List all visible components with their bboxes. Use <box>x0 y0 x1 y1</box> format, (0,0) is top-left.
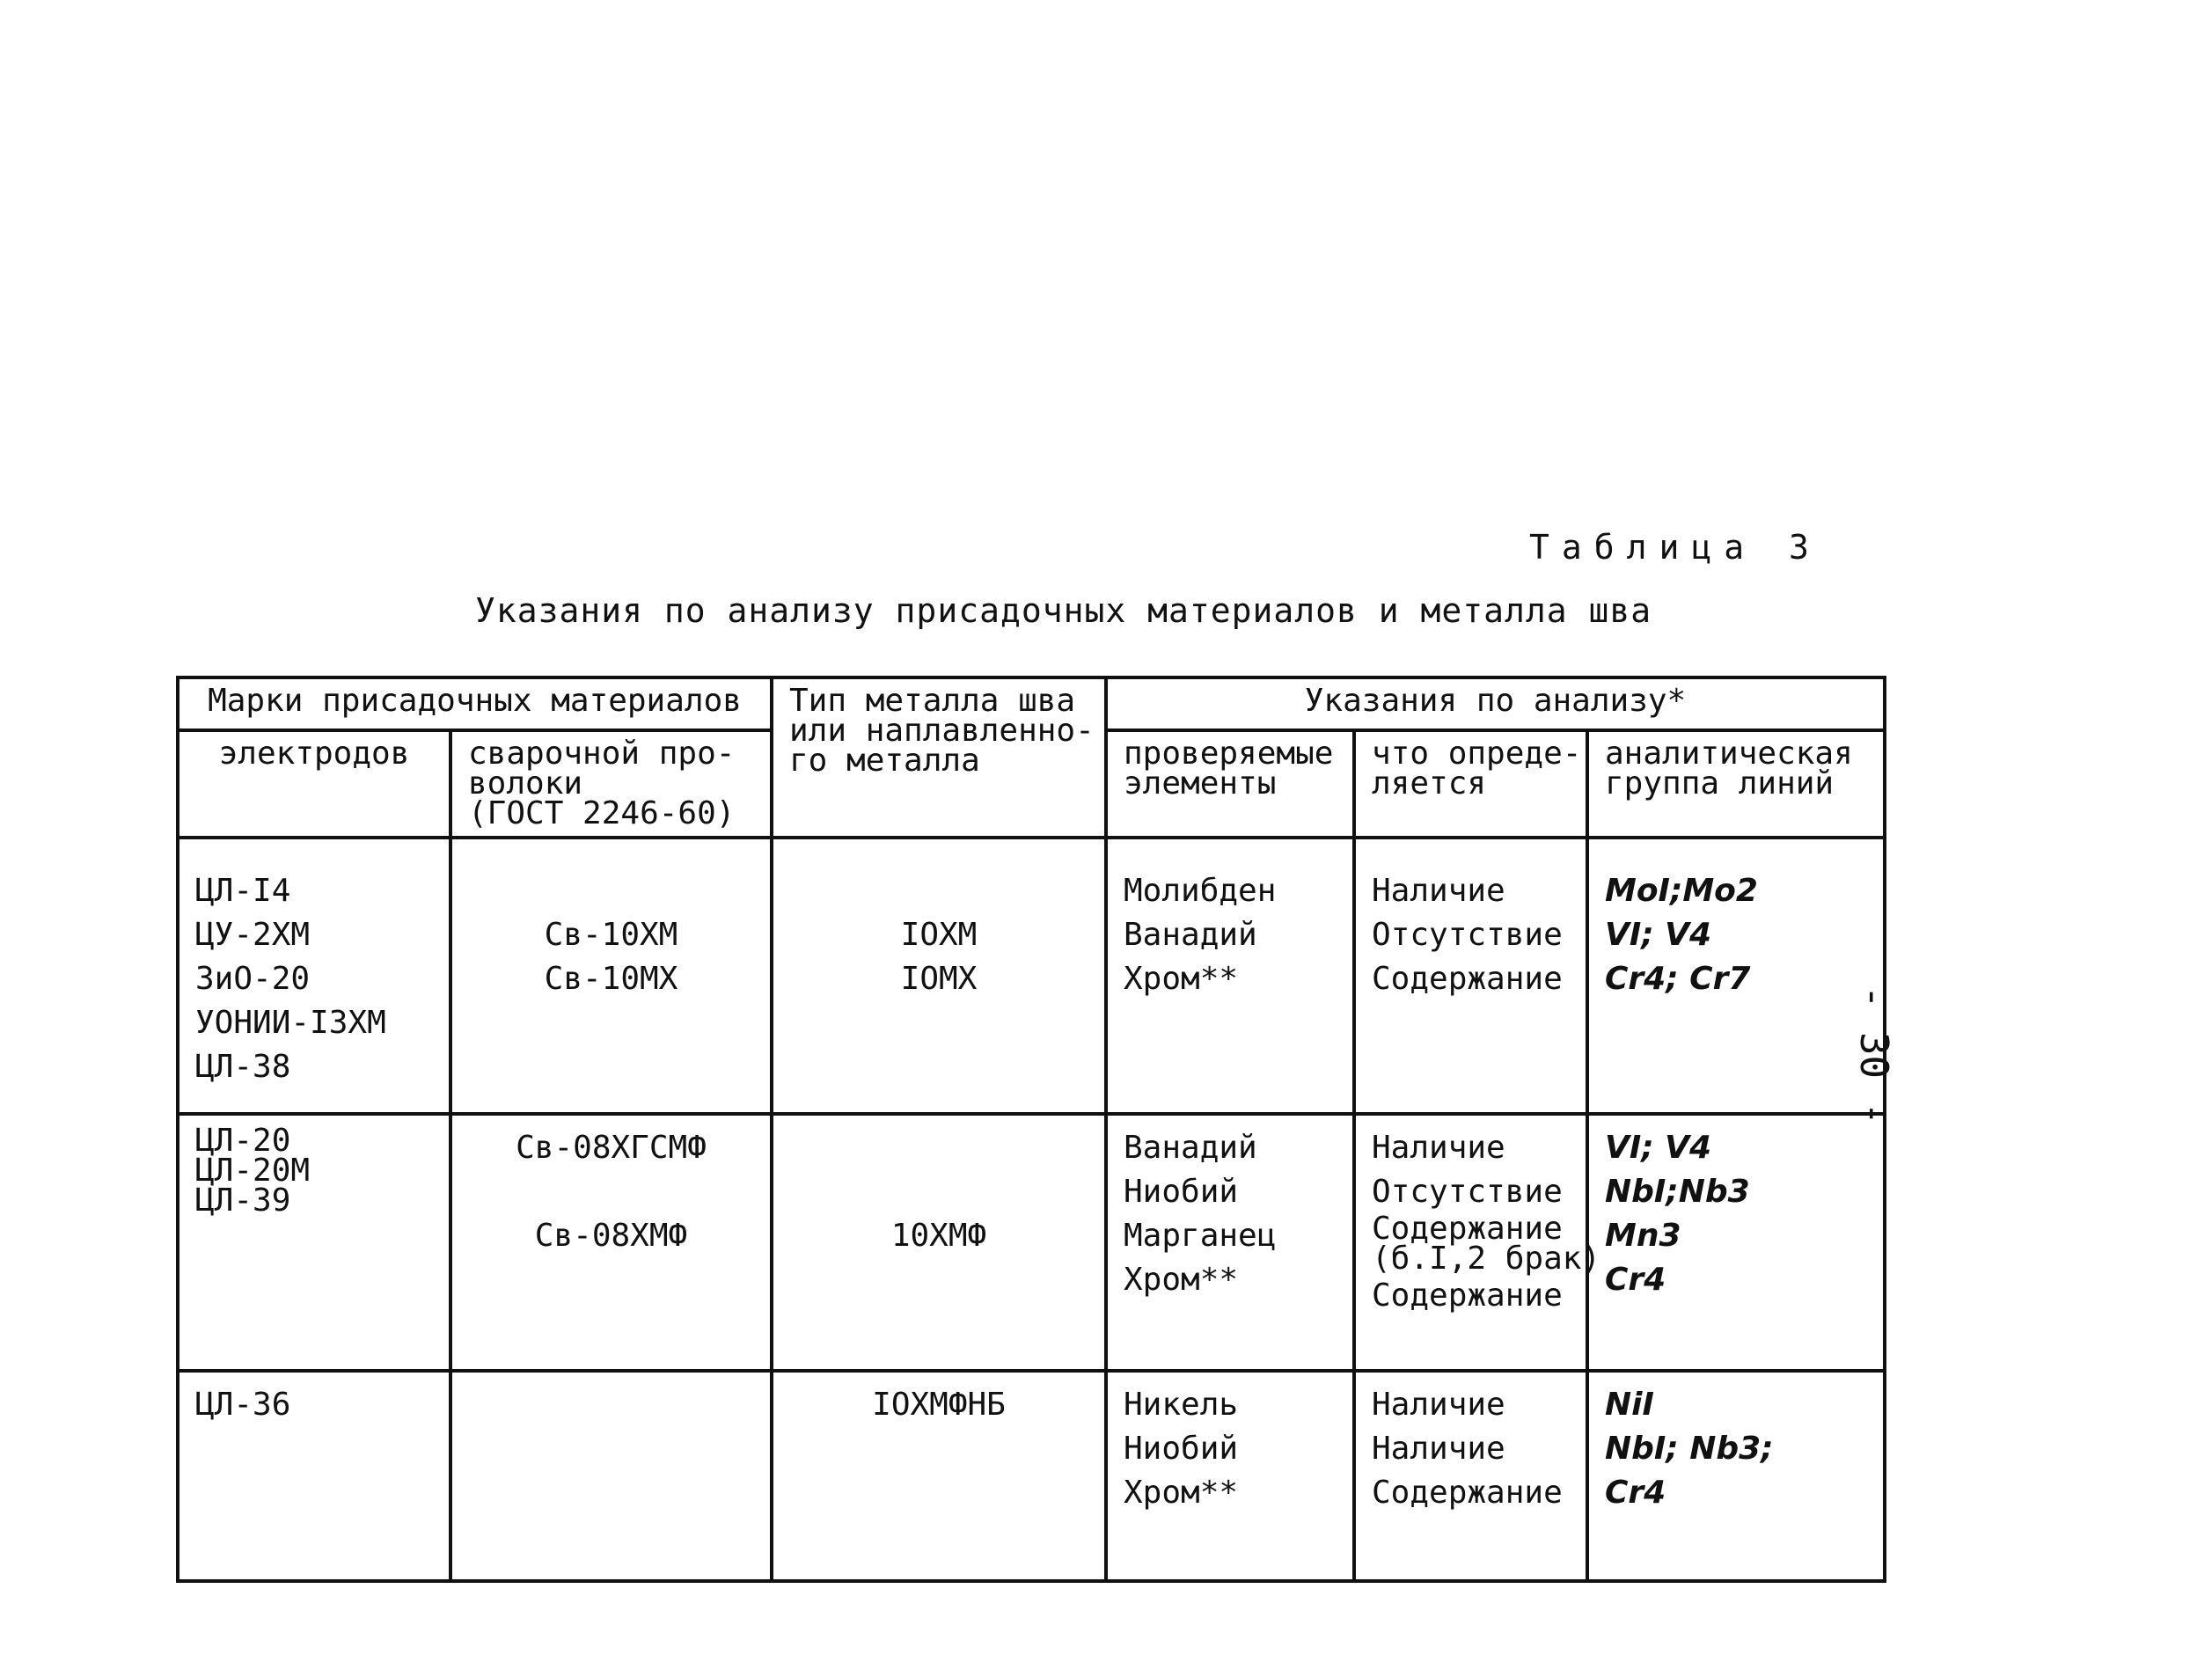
spectral-lines: Cr4; Cr7 <box>1605 961 1751 997</box>
cell-metal <box>772 838 1106 1114</box>
header-elements <box>1106 730 1354 838</box>
cell-lines <box>1587 1371 1885 1581</box>
header-what-line: что опреде- <box>1372 736 1582 772</box>
header-wire-line: сварочной про- <box>468 736 736 772</box>
cell-metal <box>772 1371 1106 1581</box>
cell-elements <box>1106 1371 1354 1581</box>
element-name: Хром** <box>1124 961 1239 997</box>
wire-name: Св-10ХМ <box>544 917 678 953</box>
electrode-name: ЦЛ-39 <box>195 1182 291 1219</box>
what-determined: Содержание <box>1372 1211 1563 1247</box>
header-wire <box>450 730 772 838</box>
spectral-lines: NbI;Nb3 <box>1605 1174 1750 1210</box>
header-lines <box>1587 730 1885 838</box>
what-determined: Отсутствие <box>1372 917 1563 953</box>
spectral-lines: MoI;Mo2 <box>1605 873 1758 909</box>
electrode-name: ЦЛ-I4 <box>195 873 291 909</box>
cell-electrodes <box>178 838 450 1114</box>
table-caption: Указания по анализу присадочных материалов и металла шва <box>475 591 1652 630</box>
cell-wire <box>450 1114 772 1371</box>
header-metal-type <box>772 677 1106 838</box>
element-name: Молибден <box>1124 873 1277 909</box>
cell-what <box>1354 838 1587 1114</box>
wire-name: Св-10МХ <box>544 961 678 997</box>
header-what <box>1354 730 1587 838</box>
header-electrodes: электродов <box>178 730 450 838</box>
page-number: - 30 - <box>1851 985 1896 1125</box>
spectral-lines: Mn3 <box>1605 1218 1681 1254</box>
what-determined: Наличие <box>1372 873 1505 909</box>
electrode-name: ЗиО-20 <box>195 961 311 997</box>
electrode-name: ЦЛ-20 <box>195 1123 291 1159</box>
header-wire-line: (ГОСТ 2246-60) <box>468 795 736 831</box>
cell-electrodes <box>178 1114 450 1371</box>
what-determined: (б.I,2 брак) <box>1372 1241 1601 1277</box>
element-name: Ниобий <box>1124 1174 1239 1210</box>
wire-name: Св-08ХМФ <box>534 1218 688 1254</box>
electrode-name: ЦУ-2ХМ <box>195 917 311 953</box>
element-name: Хром** <box>1124 1475 1239 1511</box>
cell-metal <box>772 1114 1106 1371</box>
table-row <box>178 838 1885 1114</box>
cell-what <box>1354 1371 1587 1581</box>
metal-type: IOXМФНБ <box>872 1387 1006 1423</box>
element-name: Никель <box>1124 1387 1239 1423</box>
element-name: Ванадий <box>1124 917 1257 953</box>
header-what-line: ляется <box>1372 765 1487 802</box>
cell-lines <box>1587 838 1885 1114</box>
header-filler-group: Марки присадочных материалов <box>178 677 772 730</box>
electrode-name: ЦЛ-38 <box>195 1049 291 1085</box>
what-determined: Наличие <box>1372 1431 1505 1467</box>
cell-lines <box>1587 1114 1885 1371</box>
metal-type: 10ХМФ <box>890 1218 987 1254</box>
spectral-lines: VI; V4 <box>1605 917 1712 953</box>
spectral-lines: NiI <box>1605 1387 1654 1423</box>
header-lines-line: аналитическая <box>1605 736 1853 772</box>
header-wire-line: волоки <box>468 765 583 802</box>
header-metal-line: го металла <box>789 743 980 779</box>
cell-elements <box>1106 1114 1354 1371</box>
spectral-lines: NbI; Nb3; <box>1605 1431 1774 1467</box>
header-elements-line: проверяемые <box>1124 736 1334 772</box>
spectral-lines: Cr4 <box>1605 1262 1666 1298</box>
header-analysis-group: Указания по анализу* <box>1106 677 1885 730</box>
element-name: Марганец <box>1124 1218 1277 1254</box>
spectral-lines: Cr4 <box>1605 1475 1666 1511</box>
table-row <box>178 1371 1885 1581</box>
wire-name: Св-08ХГСМФ <box>516 1130 707 1166</box>
cell-what <box>1354 1114 1601 1371</box>
table-row <box>178 1114 1885 1371</box>
cell-wire <box>450 838 772 1114</box>
electrode-name: ЦЛ-36 <box>195 1387 291 1423</box>
cell-electrodes <box>178 1371 450 1581</box>
analysis-table <box>176 676 1886 1583</box>
element-name: Ванадий <box>1124 1130 1257 1166</box>
what-determined: Наличие <box>1372 1387 1505 1423</box>
header-metal-line: Тип металла шва <box>789 683 1076 719</box>
element-name: Хром** <box>1124 1262 1239 1298</box>
header-lines-line: группа линий <box>1605 765 1835 802</box>
metal-type: IOMX <box>900 961 978 997</box>
what-determined: Наличие <box>1372 1130 1505 1166</box>
spectral-lines: VI; V4 <box>1605 1130 1712 1166</box>
element-name: Ниобий <box>1124 1431 1239 1467</box>
header-elements-line: элементы <box>1124 765 1277 802</box>
what-determined: Содержание <box>1372 1475 1563 1511</box>
metal-type: IOXM <box>900 917 978 953</box>
table-label: Таблица 3 <box>1529 528 1821 567</box>
header-metal-line: или наплавленно- <box>789 713 1095 749</box>
electrode-name: ЦЛ-20М <box>195 1153 311 1189</box>
cell-wire <box>450 1371 772 1581</box>
what-determined: Содержание <box>1372 1278 1563 1314</box>
what-determined: Отсутствие <box>1372 1174 1563 1210</box>
what-determined: Содержание <box>1372 961 1563 997</box>
electrode-name: УОНИИ-I3ХМ <box>195 1005 386 1041</box>
cell-elements <box>1106 838 1354 1114</box>
